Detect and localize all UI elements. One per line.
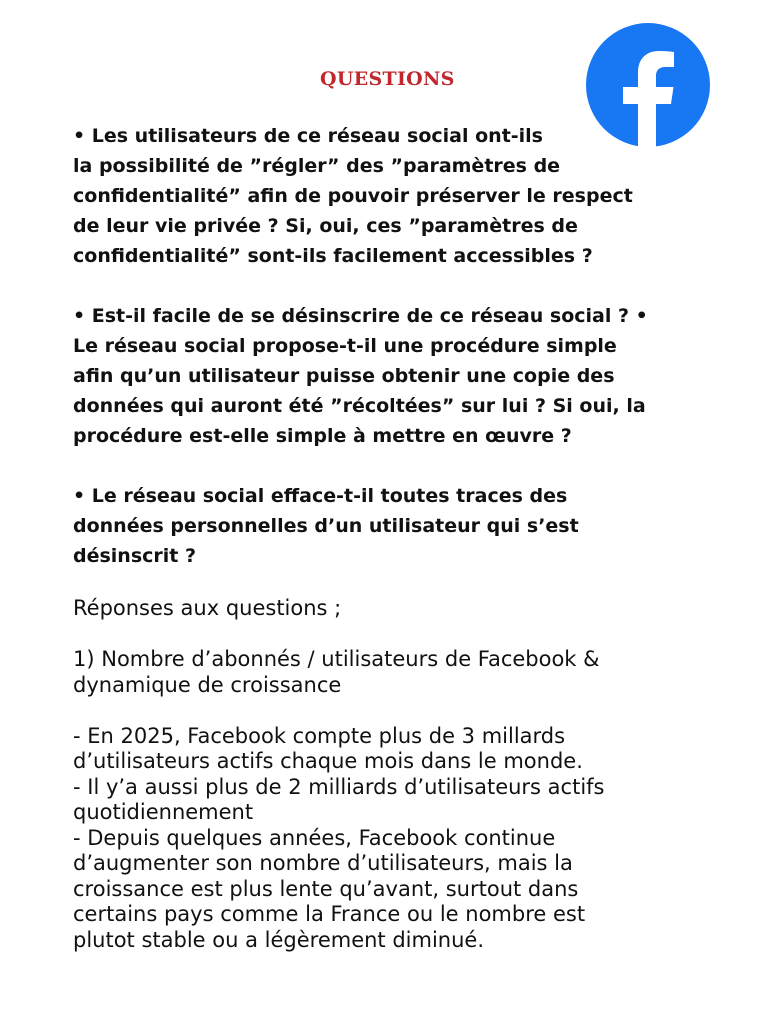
answers-section bbox=[73, 596, 713, 953]
question-unsubscribe-data-copy: • Est-il facile de se désinscrire de ce réseau social ? • Le réseau social propose-t-il une procédure simple afin qu’un utilisateur puisse obtenir une copie des données qui auront été ”récoltées” sur lui ? Si oui, la procédure est-elle simple à mettre en œuvre ? bbox=[73, 305, 648, 447]
question-data-deletion: • Le réseau social efface-t-il toutes traces des données personnelles d’un utilisateur qui s’est désinscrit ? bbox=[73, 485, 579, 567]
page-title: QUESTIONS bbox=[320, 68, 455, 90]
answers-heading: Réponses aux questions ; bbox=[73, 596, 342, 620]
answer-item-monthly-users: - En 2025, Facebook compte plus de 3 millards d’utilisateurs actifs chaque mois dans le monde. bbox=[73, 723, 583, 773]
question-privacy-settings: • Les utilisateurs de ce réseau social ont-ils la possibilité de ”régler” des ”paramètres de confidentialité” afin de pouvoir préserver le respect de leur vie privée ? Si, oui, ces ”paramètres de confidentialité” sont-ils facilement accessibles ? bbox=[73, 125, 633, 267]
answers-subheading: 1) Nombre d’abonnés / utilisateurs de Facebook & dynamique de croissance bbox=[73, 647, 600, 697]
answer-item-daily-users: - Il y’a aussi plus de 2 milliards d’utilisateurs actifs quotidiennement bbox=[73, 774, 605, 824]
answer-item-growth-trend: - Depuis quelques années, Facebook continue d’augmenter son nombre d’utilisateurs, mais la croissance est plus lente qu’avant, surtout dans certains pays comme la France ou le nombre est plutot stable ou a légèrement diminué. bbox=[73, 825, 586, 952]
questions-section bbox=[73, 121, 693, 601]
